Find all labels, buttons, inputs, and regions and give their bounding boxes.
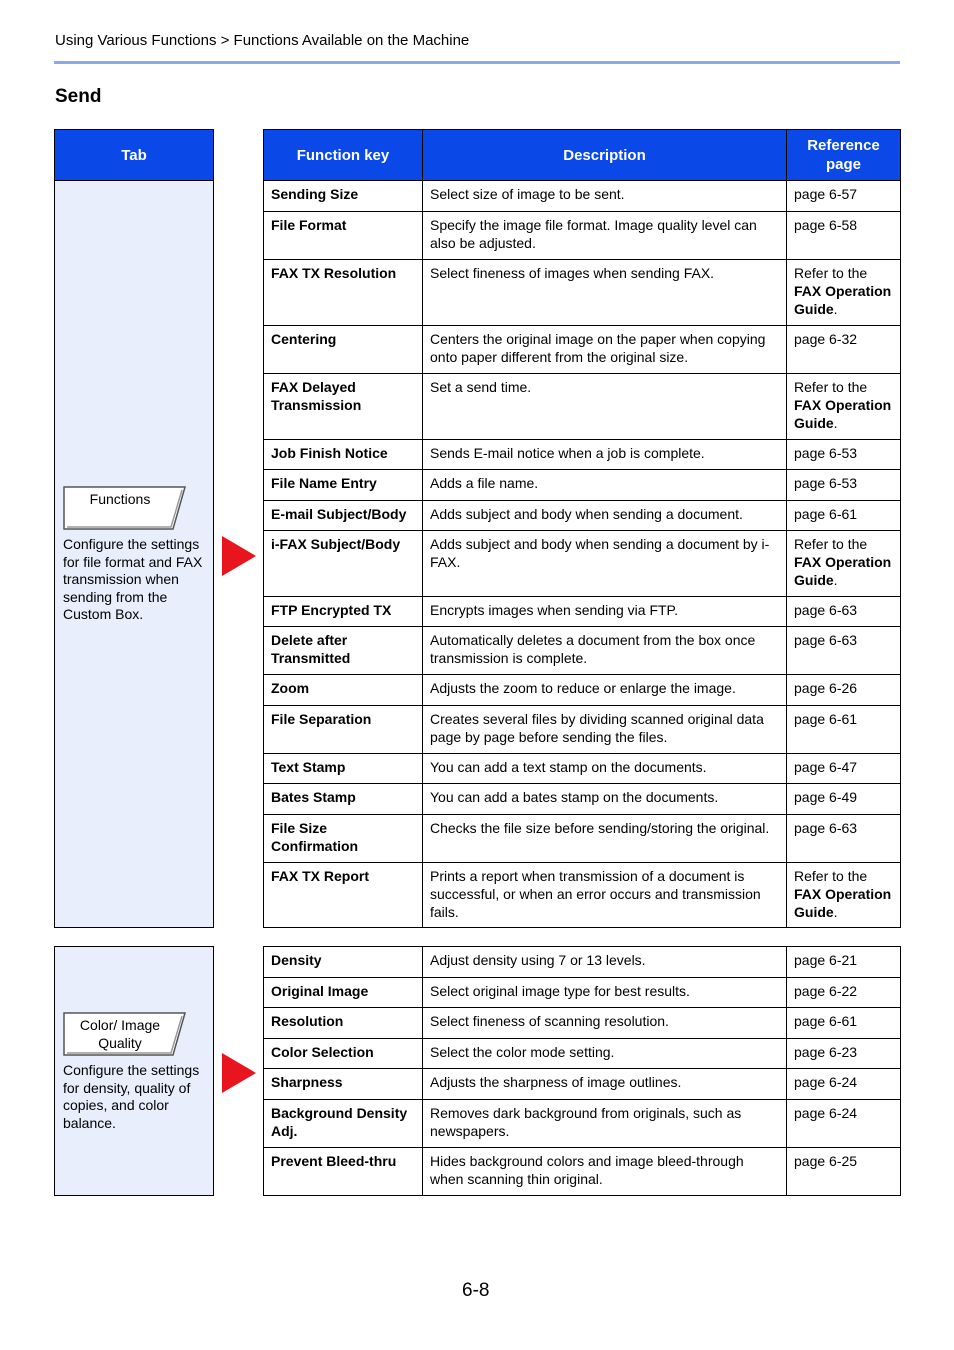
description-cell: Select fineness of images when sending FAX. [423, 260, 787, 326]
table-row [264, 531, 901, 597]
table-row [264, 470, 901, 501]
function-key-cell: Sharpness [264, 1069, 423, 1100]
table-row [264, 1069, 901, 1100]
reference-cell [787, 863, 901, 928]
reference-prefix: Refer to the [794, 536, 868, 552]
color-image-quality-tab-description: Configure the settings for density, quality of copies, and color balance. [63, 1062, 200, 1131]
reference-cell: page 6-63 [787, 627, 901, 675]
table-row [264, 374, 901, 440]
reference-cell: page 6-53 [787, 470, 901, 501]
table-row [264, 706, 901, 754]
function-key-cell: Sending Size [264, 181, 423, 212]
table-row [264, 501, 901, 531]
reference-cell: page 6-49 [787, 784, 901, 815]
table-row [264, 326, 901, 374]
function-key-cell: Job Finish Notice [264, 440, 423, 470]
reference-cell [787, 260, 901, 326]
description-cell: Checks the file size before sending/storing the original. [423, 815, 787, 863]
reference-guide-name: FAX Operation Guide [794, 554, 892, 588]
reference-cell: page 6-25 [787, 1148, 901, 1196]
reference-cell: page 6-61 [787, 706, 901, 754]
function-key-cell: Bates Stamp [264, 784, 423, 815]
description-cell: Adjusts the zoom to reduce or enlarge the image. [423, 675, 787, 706]
reference-prefix: Refer to the [794, 379, 868, 395]
description-cell: Creates several files by dividing scanned original data page by page before sending the files. [423, 706, 787, 754]
reference-cell: page 6-24 [787, 1069, 901, 1100]
description-cell: Adjust density using 7 or 13 levels. [423, 947, 787, 978]
reference-cell: page 6-58 [787, 212, 901, 260]
table-row [264, 212, 901, 260]
reference-guide-name: FAX Operation Guide [794, 283, 892, 317]
tab-column-color-image-quality [54, 946, 214, 1196]
table-row [264, 863, 901, 928]
reference-cell: page 6-22 [787, 978, 901, 1008]
reference-header: Reference page [787, 130, 901, 181]
function-table-send [263, 129, 901, 928]
description-cell: Hides background colors and image bleed-through when scanning thin original. [423, 1148, 787, 1196]
function-key-cell: Density [264, 947, 423, 978]
function-key-cell: File Separation [264, 706, 423, 754]
table-row [264, 978, 901, 1008]
page-number: 6-8 [462, 1280, 490, 1301]
reference-cell: page 6-23 [787, 1039, 901, 1069]
breadcrumb: Using Various Functions > Functions Available on the Machine [55, 32, 470, 49]
description-cell: You can add a bates stamp on the documents. [423, 784, 787, 815]
reference-guide-name: FAX Operation Guide [794, 886, 892, 920]
function-key-cell: E-mail Subject/Body [264, 501, 423, 531]
function-key-cell: Zoom [264, 675, 423, 706]
description-cell: Select size of image to be sent. [423, 181, 787, 212]
functions-tab [63, 486, 187, 530]
table-row [264, 1100, 901, 1148]
function-key-cell: Original Image [264, 978, 423, 1008]
table-row [264, 597, 901, 627]
description-cell: Select original image type for best results. [423, 978, 787, 1008]
function-key-cell: Prevent Bleed-thru [264, 1148, 423, 1196]
reference-cell: page 6-57 [787, 181, 901, 212]
table-row [264, 627, 901, 675]
table-row [264, 947, 901, 978]
table-row [264, 260, 901, 326]
function-key-cell: Delete after Transmitted [264, 627, 423, 675]
reference-suffix: . [833, 415, 838, 431]
description-cell: Adjusts the sharpness of image outlines. [423, 1069, 787, 1100]
function-key-cell: i-FAX Subject/Body [264, 531, 423, 597]
reference-prefix: Refer to the [794, 265, 868, 281]
description-cell: Encrypts images when sending via FTP. [423, 597, 787, 627]
description-cell: Prints a report when transmission of a document is successful, or when an error occurs and transmission fails. [423, 863, 787, 928]
reference-prefix: Refer to the [794, 868, 868, 884]
function-key-cell: FAX Delayed Transmission [264, 374, 423, 440]
description-header: Description [423, 130, 787, 181]
color-image-quality-tab-label: Color/ Image Quality [79, 1017, 161, 1051]
reference-cell [787, 374, 901, 440]
function-key-cell: File Name Entry [264, 470, 423, 501]
functions-tab-description: Configure the settings for file format and FAX transmission when sending from the Custom Box. [63, 536, 203, 623]
description-cell: Select the color mode setting. [423, 1039, 787, 1069]
table-row [264, 784, 901, 815]
reference-cell: page 6-32 [787, 326, 901, 374]
reference-cell: page 6-53 [787, 440, 901, 470]
description-cell: Removes dark background from originals, such as newspapers. [423, 1100, 787, 1148]
function-key-cell: Text Stamp [264, 754, 423, 784]
header-rule [54, 61, 900, 64]
description-cell: Adds subject and body when sending a document by i-FAX. [423, 531, 787, 597]
function-key-header: Function key [264, 130, 423, 181]
table-row [264, 754, 901, 784]
description-cell: Sends E-mail notice when a job is complete. [423, 440, 787, 470]
reference-cell: page 6-61 [787, 1008, 901, 1039]
description-cell: Centers the original image on the paper when copying onto paper different from the original size. [423, 326, 787, 374]
pointer-arrow-icon [222, 536, 256, 576]
section-title: Send [55, 86, 102, 107]
description-cell: Adds subject and body when sending a document. [423, 501, 787, 531]
reference-cell: page 6-24 [787, 1100, 901, 1148]
table-row [264, 1039, 901, 1069]
function-key-cell: Resolution [264, 1008, 423, 1039]
reference-guide-name: FAX Operation Guide [794, 397, 892, 431]
table-row [264, 675, 901, 706]
description-cell: You can add a text stamp on the documents. [423, 754, 787, 784]
description-cell: Specify the image file format. Image quality level can also be adjusted. [423, 212, 787, 260]
description-cell: Adds a file name. [423, 470, 787, 501]
function-key-cell: Centering [264, 326, 423, 374]
functions-tab-label: Functions [89, 491, 151, 507]
table-row [264, 440, 901, 470]
reference-cell: page 6-63 [787, 815, 901, 863]
reference-suffix: . [833, 904, 838, 920]
function-key-cell: Background Density Adj. [264, 1100, 423, 1148]
table-row [264, 1008, 901, 1039]
function-key-cell: File Format [264, 212, 423, 260]
function-key-cell: FAX TX Report [264, 863, 423, 928]
reference-cell: page 6-26 [787, 675, 901, 706]
color-image-quality-tab [63, 1012, 187, 1056]
function-table-color-image-quality [263, 946, 901, 1196]
reference-cell: page 6-61 [787, 501, 901, 531]
tab-column-functions [54, 129, 214, 928]
reference-cell: page 6-21 [787, 947, 901, 978]
reference-cell: page 6-47 [787, 754, 901, 784]
table-row [264, 815, 901, 863]
function-key-cell: FTP Encrypted TX [264, 597, 423, 627]
pointer-arrow-icon [222, 1053, 256, 1093]
reference-cell [787, 531, 901, 597]
reference-suffix: . [833, 572, 838, 588]
function-key-cell: FAX TX Resolution [264, 260, 423, 326]
description-cell: Select fineness of scanning resolution. [423, 1008, 787, 1039]
reference-cell: page 6-63 [787, 597, 901, 627]
function-key-cell: Color Selection [264, 1039, 423, 1069]
description-cell: Set a send time. [423, 374, 787, 440]
function-key-cell: File Size Confirmation [264, 815, 423, 863]
table-row [264, 181, 901, 212]
description-cell: Automatically deletes a document from the box once transmission is complete. [423, 627, 787, 675]
reference-suffix: . [833, 301, 838, 317]
tab-column-header: Tab [55, 130, 213, 181]
table-row [264, 1148, 901, 1196]
